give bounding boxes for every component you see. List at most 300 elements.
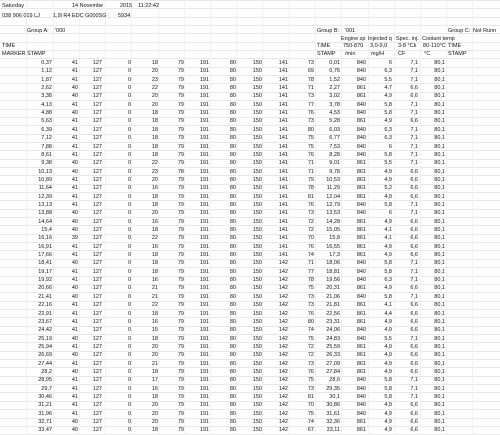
coolant-temp-cell[interactable]: 80,1 <box>434 60 445 66</box>
spec-inj-cell[interactable]: 6,6 <box>410 410 418 417</box>
value-a9-cell[interactable]: 142 <box>278 368 288 375</box>
time-stamp-a-cell[interactable]: 7,88 <box>41 143 52 150</box>
value-a1-cell[interactable]: 41 <box>71 118 78 125</box>
value-a9-cell[interactable]: 141 <box>278 176 288 183</box>
value-a3-cell[interactable]: 0 <box>127 135 131 142</box>
value-a5-cell[interactable]: 79 <box>177 151 184 158</box>
engine-speed-cell[interactable]: 861 <box>356 235 366 242</box>
time-stamp-a-cell[interactable]: 9,38 <box>41 160 52 167</box>
value-a2-cell[interactable]: 127 <box>92 118 102 125</box>
value-a10-cell[interactable]: 79 <box>307 176 314 183</box>
value-a7-cell[interactable]: 80 <box>229 210 236 217</box>
value-a1-cell[interactable]: 41 <box>71 201 78 208</box>
value-a2-cell[interactable]: 127 <box>92 318 102 325</box>
value-a4-cell[interactable]: 23 <box>151 168 158 175</box>
value-a10-cell[interactable]: 80 <box>307 126 314 133</box>
value-a7-cell[interactable]: 80 <box>229 235 236 242</box>
value-a1-cell[interactable]: 41 <box>71 176 78 183</box>
value-a4-cell[interactable]: 18 <box>151 252 158 258</box>
injected-qty-cell[interactable]: 5,8 <box>384 268 392 275</box>
value-a5-cell[interactable]: 79 <box>177 101 184 108</box>
value-a10-cell[interactable]: 72 <box>307 218 314 225</box>
value-a5-cell[interactable]: 79 <box>177 410 184 417</box>
time-stamp-a-cell[interactable]: 25,19 <box>38 335 52 342</box>
injected-qty-cell[interactable]: 4,9 <box>384 419 392 426</box>
coolant-temp-cell[interactable]: 80,1 <box>434 310 445 317</box>
time-stamp-a-cell[interactable]: 0,37 <box>41 60 52 66</box>
value-a1-cell[interactable]: 41 <box>71 318 78 325</box>
value-a7-cell[interactable]: 80 <box>229 76 236 83</box>
value-a3-cell[interactable]: 0 <box>127 193 131 200</box>
value-a2-cell[interactable]: 127 <box>92 360 102 367</box>
time-stamp-a-cell[interactable]: 1,12 <box>41 68 52 75</box>
engine-speed-cell[interactable]: 840 <box>356 143 366 150</box>
value-a1-cell[interactable]: 40 <box>71 368 78 375</box>
time-stamp-a-cell[interactable]: 21,41 <box>38 293 52 300</box>
value-a2-cell[interactable]: 127 <box>92 385 102 392</box>
value-a7-cell[interactable]: 80 <box>229 126 236 133</box>
time-stamp-b-cell[interactable]: 2,27 <box>329 85 340 91</box>
value-a6-cell[interactable]: 191 <box>199 218 209 225</box>
value-a3-cell[interactable]: 0 <box>127 252 131 258</box>
injected-qty-cell[interactable]: 4,9 <box>384 218 392 225</box>
spec-inj-cell[interactable]: 6,6 <box>410 360 418 367</box>
value-a3-cell[interactable]: 0 <box>127 185 131 192</box>
value-a5-cell[interactable]: 79 <box>177 293 184 300</box>
spec-inj-cell[interactable]: 6,6 <box>410 419 418 426</box>
value-a5-cell[interactable]: 79 <box>177 343 184 350</box>
time-stamp-b-cell[interactable]: 33,11 <box>326 427 340 434</box>
value-a8-cell[interactable]: 150 <box>252 93 262 100</box>
value-a4-cell[interactable]: 22 <box>151 85 158 91</box>
engine-speed-cell[interactable]: 861 <box>356 168 366 175</box>
time-stamp-a-cell[interactable]: 32,71 <box>38 419 52 426</box>
injected-qty-cell[interactable]: 4,9 <box>384 243 392 250</box>
value-a2-cell[interactable]: 127 <box>92 60 102 66</box>
value-a10-cell[interactable]: 78 <box>307 76 314 83</box>
injected-qty-cell[interactable]: 6,3 <box>384 126 392 133</box>
value-a6-cell[interactable]: 191 <box>199 394 209 400</box>
time-stamp-a-cell[interactable]: 11,64 <box>38 185 52 192</box>
value-a2-cell[interactable]: 127 <box>92 176 102 183</box>
value-a10-cell[interactable]: 78 <box>307 277 314 284</box>
value-a10-cell[interactable]: 75 <box>307 377 314 384</box>
value-a1-cell[interactable]: 41 <box>71 268 78 275</box>
value-a10-cell[interactable]: 74 <box>307 419 314 426</box>
value-a2-cell[interactable]: 127 <box>92 68 102 75</box>
value-a9-cell[interactable]: 141 <box>278 135 288 142</box>
time-stamp-b-cell[interactable]: 19,56 <box>326 277 340 284</box>
value-a8-cell[interactable]: 150 <box>252 218 262 225</box>
value-a7-cell[interactable]: 80 <box>229 310 236 317</box>
time-stamp-a-cell[interactable]: 25,94 <box>38 343 52 350</box>
value-a1-cell[interactable]: 40 <box>71 335 78 342</box>
value-a8-cell[interactable]: 150 <box>252 277 262 284</box>
value-a8-cell[interactable]: 150 <box>252 352 262 359</box>
coolant-temp-cell[interactable]: 80,1 <box>434 285 445 292</box>
coolant-temp-cell[interactable]: 80,1 <box>434 252 445 258</box>
value-a4-cell[interactable]: 22 <box>151 160 158 167</box>
value-a3-cell[interactable]: 0 <box>127 201 131 208</box>
spec-inj-cell[interactable]: 6,6 <box>410 93 418 100</box>
time-stamp-b-cell[interactable]: 16,55 <box>326 243 340 250</box>
time-stamp-a-cell[interactable]: 22,91 <box>38 310 52 317</box>
value-a3-cell[interactable]: 0 <box>127 176 131 183</box>
value-a4-cell[interactable]: 18 <box>151 135 158 142</box>
injected-qty-cell[interactable]: 4,9 <box>384 193 392 200</box>
value-a2-cell[interactable]: 127 <box>92 327 102 334</box>
value-a3-cell[interactable]: 0 <box>127 360 131 367</box>
spec-inj-cell[interactable]: 6,6 <box>410 352 418 359</box>
value-a6-cell[interactable]: 191 <box>199 176 209 183</box>
time-stamp-a-cell[interactable]: 5,63 <box>41 118 52 125</box>
time-stamp-a-cell[interactable]: 17,66 <box>38 252 52 258</box>
value-a4-cell[interactable]: 16 <box>151 277 158 284</box>
injected-qty-cell[interactable]: 4,9 <box>384 285 392 292</box>
coolant-temp-cell[interactable]: 80,1 <box>434 93 445 100</box>
value-a1-cell[interactable]: 40 <box>71 293 78 300</box>
spec-inj-cell[interactable]: 6,6 <box>410 185 418 192</box>
value-a4-cell[interactable]: 21 <box>151 293 158 300</box>
spec-inj-cell[interactable]: 7,1 <box>410 135 418 142</box>
value-a5-cell[interactable]: 79 <box>177 268 184 275</box>
value-a2-cell[interactable]: 127 <box>92 419 102 426</box>
time-stamp-a-cell[interactable]: 4,88 <box>41 110 52 117</box>
injected-qty-cell[interactable]: 6,3 <box>384 277 392 284</box>
value-a9-cell[interactable]: 141 <box>278 210 288 217</box>
time-stamp-b-cell[interactable]: 12,79 <box>326 201 340 208</box>
coolant-temp-cell[interactable]: 80,1 <box>434 327 445 334</box>
time-stamp-b-cell[interactable]: 9,01 <box>329 160 340 167</box>
time-stamp-a-cell[interactable]: 7,12 <box>41 135 52 142</box>
engine-speed-cell[interactable]: 861 <box>356 285 366 292</box>
time-stamp-a-cell[interactable]: 28,95 <box>38 377 52 384</box>
value-a6-cell[interactable]: 191 <box>199 193 209 200</box>
value-a5-cell[interactable]: 79 <box>177 285 184 292</box>
value-a6-cell[interactable]: 191 <box>199 410 209 417</box>
value-a4-cell[interactable]: 18 <box>151 193 158 200</box>
time-stamp-a-cell[interactable]: 13,13 <box>38 201 52 208</box>
spec-inj-cell[interactable]: 7,1 <box>410 101 418 108</box>
value-a6-cell[interactable]: 191 <box>199 343 209 350</box>
value-a9-cell[interactable]: 141 <box>278 76 288 83</box>
engine-speed-cell[interactable]: 861 <box>356 252 366 258</box>
value-a1-cell[interactable]: 41 <box>71 143 78 150</box>
value-a8-cell[interactable]: 150 <box>252 210 262 217</box>
spec-inj-cell[interactable]: 7,1 <box>410 260 418 267</box>
value-a9-cell[interactable]: 142 <box>278 293 288 300</box>
value-a1-cell[interactable]: 41 <box>71 377 78 384</box>
time-stamp-a-cell[interactable]: 19,17 <box>38 268 52 275</box>
value-a7-cell[interactable]: 80 <box>229 201 236 208</box>
value-a8-cell[interactable]: 150 <box>252 260 262 267</box>
spec-inj-cell[interactable]: 7,1 <box>410 110 418 117</box>
value-a4-cell[interactable]: 22 <box>151 235 158 242</box>
value-a5-cell[interactable]: 79 <box>177 419 184 426</box>
spec-inj-cell[interactable]: 7,1 <box>410 151 418 158</box>
spec-inj-cell[interactable]: 6,6 <box>410 310 418 317</box>
value-a6-cell[interactable]: 191 <box>199 285 209 292</box>
injected-qty-cell[interactable]: 5,8 <box>384 110 392 117</box>
value-a3-cell[interactable]: 0 <box>127 385 131 392</box>
time-stamp-b-cell[interactable]: 15,8 <box>329 235 340 242</box>
spec-inj-cell[interactable]: 6,6 <box>410 343 418 350</box>
injected-qty-cell[interactable]: 4,1 <box>384 302 392 309</box>
value-a2-cell[interactable]: 127 <box>92 101 102 108</box>
injected-qty-cell[interactable]: 4,9 <box>384 318 392 325</box>
injected-qty-cell[interactable]: 5,8 <box>384 293 392 300</box>
value-a4-cell[interactable]: 20 <box>151 68 158 75</box>
value-a8-cell[interactable]: 150 <box>252 402 262 409</box>
time-stamp-a-cell[interactable]: 30,46 <box>38 394 52 400</box>
value-a9-cell[interactable]: 141 <box>278 193 288 200</box>
engine-speed-cell[interactable]: 861 <box>356 176 366 183</box>
value-a3-cell[interactable]: 0 <box>127 368 131 375</box>
engine-speed-cell[interactable]: 861 <box>356 302 366 309</box>
value-a4-cell[interactable]: 15 <box>151 327 158 334</box>
value-a9-cell[interactable]: 141 <box>278 118 288 125</box>
time-stamp-b-cell[interactable]: 18,06 <box>326 260 340 267</box>
value-a7-cell[interactable]: 80 <box>229 110 236 117</box>
value-a4-cell[interactable]: 22 <box>151 302 158 309</box>
value-a4-cell[interactable]: 18 <box>151 368 158 375</box>
spec-inj-cell[interactable]: 6,6 <box>410 235 418 242</box>
value-a10-cell[interactable]: 76 <box>307 201 314 208</box>
engine-speed-cell[interactable]: 840 <box>356 385 366 392</box>
value-a7-cell[interactable]: 80 <box>229 293 236 300</box>
value-a8-cell[interactable]: 150 <box>252 193 262 200</box>
value-a7-cell[interactable]: 80 <box>229 218 236 225</box>
coolant-temp-cell[interactable]: 80,1 <box>434 160 445 167</box>
engine-speed-cell[interactable]: 840 <box>356 402 366 409</box>
injected-qty-cell[interactable]: 6 <box>388 210 392 217</box>
injected-qty-cell[interactable]: 4,1 <box>384 227 392 233</box>
value-a4-cell[interactable]: 18 <box>151 143 158 150</box>
value-a5-cell[interactable]: 79 <box>177 377 184 384</box>
value-a1-cell[interactable]: 40 <box>71 93 78 100</box>
value-a8-cell[interactable]: 150 <box>252 394 262 400</box>
value-a2-cell[interactable]: 127 <box>92 168 102 175</box>
value-a8-cell[interactable]: 150 <box>252 243 262 250</box>
spec-inj-cell[interactable]: 6,6 <box>410 85 418 91</box>
value-a5-cell[interactable]: 79 <box>177 201 184 208</box>
time-stamp-b-cell[interactable]: 26,33 <box>326 352 340 359</box>
value-a10-cell[interactable]: 70 <box>307 235 314 242</box>
injected-qty-cell[interactable]: 5,2 <box>384 185 392 192</box>
time-stamp-b-cell[interactable]: 6,77 <box>329 135 340 142</box>
injected-qty-cell[interactable]: 4,9 <box>384 402 392 409</box>
injected-qty-cell[interactable]: 4,9 <box>384 176 392 183</box>
coolant-temp-cell[interactable]: 80,1 <box>434 377 445 384</box>
value-a7-cell[interactable]: 80 <box>229 377 236 384</box>
engine-speed-cell[interactable]: 861 <box>356 310 366 317</box>
time-stamp-a-cell[interactable]: 33,47 <box>38 427 52 434</box>
value-a2-cell[interactable]: 127 <box>92 302 102 309</box>
value-a7-cell[interactable]: 80 <box>229 101 236 108</box>
value-a7-cell[interactable]: 80 <box>229 227 236 233</box>
value-a6-cell[interactable]: 191 <box>199 252 209 258</box>
value-a8-cell[interactable]: 150 <box>252 160 262 167</box>
value-a7-cell[interactable]: 80 <box>229 135 236 142</box>
injected-qty-cell[interactable]: 6,3 <box>384 135 392 142</box>
value-a9-cell[interactable]: 141 <box>278 235 288 242</box>
value-a8-cell[interactable]: 150 <box>252 110 262 117</box>
injected-qty-cell[interactable]: 5,8 <box>384 394 392 400</box>
value-a3-cell[interactable]: 0 <box>127 110 131 117</box>
value-a8-cell[interactable]: 150 <box>252 118 262 125</box>
value-a2-cell[interactable]: 127 <box>92 343 102 350</box>
value-a10-cell[interactable]: 76 <box>307 110 314 117</box>
injected-qty-cell[interactable]: 6 <box>388 143 392 150</box>
value-a6-cell[interactable]: 191 <box>199 335 209 342</box>
coolant-temp-cell[interactable]: 80,1 <box>434 151 445 158</box>
value-a2-cell[interactable]: 127 <box>92 227 102 233</box>
value-a3-cell[interactable]: 0 <box>127 410 131 417</box>
injected-qty-cell[interactable]: 4,9 <box>384 252 392 258</box>
spec-inj-cell[interactable]: 6,6 <box>410 252 418 258</box>
time-stamp-b-cell[interactable]: 20,31 <box>326 285 340 292</box>
value-a3-cell[interactable]: 0 <box>127 85 131 91</box>
value-a4-cell[interactable]: 18 <box>151 227 158 233</box>
injected-qty-cell[interactable]: 4,9 <box>384 352 392 359</box>
value-a9-cell[interactable]: 141 <box>278 101 288 108</box>
engine-speed-cell[interactable]: 840 <box>356 76 366 83</box>
coolant-temp-cell[interactable]: 80,1 <box>434 85 445 91</box>
value-a1-cell[interactable]: 41 <box>71 302 78 309</box>
value-a5-cell[interactable]: 79 <box>177 310 184 317</box>
value-a5-cell[interactable]: 79 <box>177 368 184 375</box>
value-a3-cell[interactable]: 0 <box>127 101 131 108</box>
value-a5-cell[interactable]: 79 <box>177 60 184 66</box>
value-a6-cell[interactable]: 191 <box>199 126 209 133</box>
value-a3-cell[interactable]: 0 <box>127 235 131 242</box>
engine-speed-cell[interactable]: 861 <box>356 419 366 426</box>
time-stamp-a-cell[interactable]: 10,13 <box>38 168 52 175</box>
value-a1-cell[interactable]: 40 <box>71 218 78 225</box>
value-a10-cell[interactable]: 73 <box>307 385 314 392</box>
value-a7-cell[interactable]: 80 <box>229 118 236 125</box>
spec-inj-cell[interactable]: 6,6 <box>410 302 418 309</box>
time-stamp-a-cell[interactable]: 20,66 <box>38 285 52 292</box>
spec-inj-cell[interactable]: 7,1 <box>410 143 418 150</box>
value-a4-cell[interactable]: 18 <box>151 151 158 158</box>
value-a6-cell[interactable]: 191 <box>199 68 209 75</box>
coolant-temp-cell[interactable]: 80,1 <box>434 76 445 83</box>
time-stamp-b-cell[interactable]: 3,02 <box>329 93 340 100</box>
value-a10-cell[interactable]: 67 <box>307 427 314 434</box>
value-a7-cell[interactable]: 80 <box>229 419 236 426</box>
value-a9-cell[interactable]: 141 <box>278 160 288 167</box>
value-a4-cell[interactable]: 18 <box>151 335 158 342</box>
value-a3-cell[interactable]: 0 <box>127 268 131 275</box>
value-a6-cell[interactable]: 191 <box>199 85 209 91</box>
coolant-temp-cell[interactable]: 80,1 <box>434 135 445 142</box>
time-stamp-b-cell[interactable]: 31,61 <box>326 410 340 417</box>
spec-inj-cell[interactable]: 6,6 <box>410 227 418 233</box>
spec-inj-cell[interactable]: 6,6 <box>410 402 418 409</box>
injected-qty-cell[interactable]: 4,9 <box>384 118 392 125</box>
engine-speed-cell[interactable]: 840 <box>356 335 366 342</box>
value-a1-cell[interactable]: 41 <box>71 402 78 409</box>
value-a7-cell[interactable]: 80 <box>229 176 236 183</box>
value-a8-cell[interactable]: 150 <box>252 143 262 150</box>
value-a9-cell[interactable]: 142 <box>278 394 288 400</box>
coolant-temp-cell[interactable]: 80,1 <box>434 201 445 208</box>
engine-speed-cell[interactable]: 861 <box>356 118 366 125</box>
value-a5-cell[interactable]: 79 <box>177 327 184 334</box>
value-a4-cell[interactable]: 20 <box>151 101 158 108</box>
time-stamp-a-cell[interactable]: 19,92 <box>38 277 52 284</box>
time-stamp-b-cell[interactable]: 15,05 <box>326 227 340 233</box>
value-a2-cell[interactable]: 127 <box>92 427 102 434</box>
time-stamp-b-cell[interactable]: 24,06 <box>326 327 340 334</box>
coolant-temp-cell[interactable]: 80,1 <box>434 193 445 200</box>
coolant-temp-cell[interactable]: 80,1 <box>434 260 445 267</box>
spec-inj-cell[interactable]: 6,6 <box>410 427 418 434</box>
spec-inj-cell[interactable]: 6,6 <box>410 218 418 225</box>
time-stamp-a-cell[interactable]: 28,2 <box>41 368 52 375</box>
value-a5-cell[interactable]: 79 <box>177 93 184 100</box>
value-a8-cell[interactable]: 150 <box>252 60 262 66</box>
value-a5-cell[interactable]: 79 <box>177 252 184 258</box>
value-a3-cell[interactable]: 0 <box>127 310 131 317</box>
time-stamp-a-cell[interactable]: 14,64 <box>38 218 52 225</box>
time-stamp-a-cell[interactable]: 16,16 <box>38 235 52 242</box>
value-a7-cell[interactable]: 80 <box>229 151 236 158</box>
injected-qty-cell[interactable]: 4,9 <box>384 410 392 417</box>
engine-speed-cell[interactable]: 840 <box>356 327 366 334</box>
engine-speed-cell[interactable]: 840 <box>356 210 366 217</box>
value-a10-cell[interactable]: 73 <box>307 210 314 217</box>
time-stamp-b-cell[interactable]: 21,06 <box>326 293 340 300</box>
value-a2-cell[interactable]: 127 <box>92 293 102 300</box>
value-a6-cell[interactable]: 191 <box>199 201 209 208</box>
spec-inj-cell[interactable]: 6,6 <box>410 118 418 125</box>
value-a6-cell[interactable]: 191 <box>199 135 209 142</box>
time-stamp-b-cell[interactable]: 6,03 <box>329 126 340 133</box>
value-a6-cell[interactable]: 191 <box>199 243 209 250</box>
value-a6-cell[interactable]: 191 <box>199 377 209 384</box>
value-a8-cell[interactable]: 150 <box>252 168 262 175</box>
value-a8-cell[interactable]: 150 <box>252 318 262 325</box>
value-a6-cell[interactable]: 191 <box>199 352 209 359</box>
value-a10-cell[interactable]: 75 <box>307 410 314 417</box>
value-a9-cell[interactable]: 142 <box>278 268 288 275</box>
value-a1-cell[interactable]: 40 <box>71 110 78 117</box>
value-a2-cell[interactable]: 127 <box>92 377 102 384</box>
value-a2-cell[interactable]: 127 <box>92 402 102 409</box>
value-a1-cell[interactable]: 40 <box>71 260 78 267</box>
value-a8-cell[interactable]: 150 <box>252 335 262 342</box>
value-a4-cell[interactable]: 18 <box>151 201 158 208</box>
value-a2-cell[interactable]: 127 <box>92 260 102 267</box>
engine-speed-cell[interactable]: 840 <box>356 268 366 275</box>
value-a9-cell[interactable]: 142 <box>278 360 288 367</box>
time-stamp-b-cell[interactable]: 30,1 <box>329 394 340 400</box>
value-a10-cell[interactable]: 73 <box>307 118 314 125</box>
value-a1-cell[interactable]: 41 <box>71 193 78 200</box>
value-a10-cell[interactable]: 75 <box>307 335 314 342</box>
value-a8-cell[interactable]: 150 <box>252 151 262 158</box>
engine-speed-cell[interactable]: 861 <box>356 227 366 233</box>
value-a7-cell[interactable]: 80 <box>229 277 236 284</box>
value-a8-cell[interactable]: 150 <box>252 176 262 183</box>
value-a4-cell[interactable]: 21 <box>151 360 158 367</box>
time-stamp-a-cell[interactable]: 15,4 <box>41 227 52 233</box>
time-stamp-a-cell[interactable]: 10,89 <box>38 176 52 183</box>
value-a7-cell[interactable]: 80 <box>229 193 236 200</box>
value-a2-cell[interactable]: 127 <box>92 143 102 150</box>
